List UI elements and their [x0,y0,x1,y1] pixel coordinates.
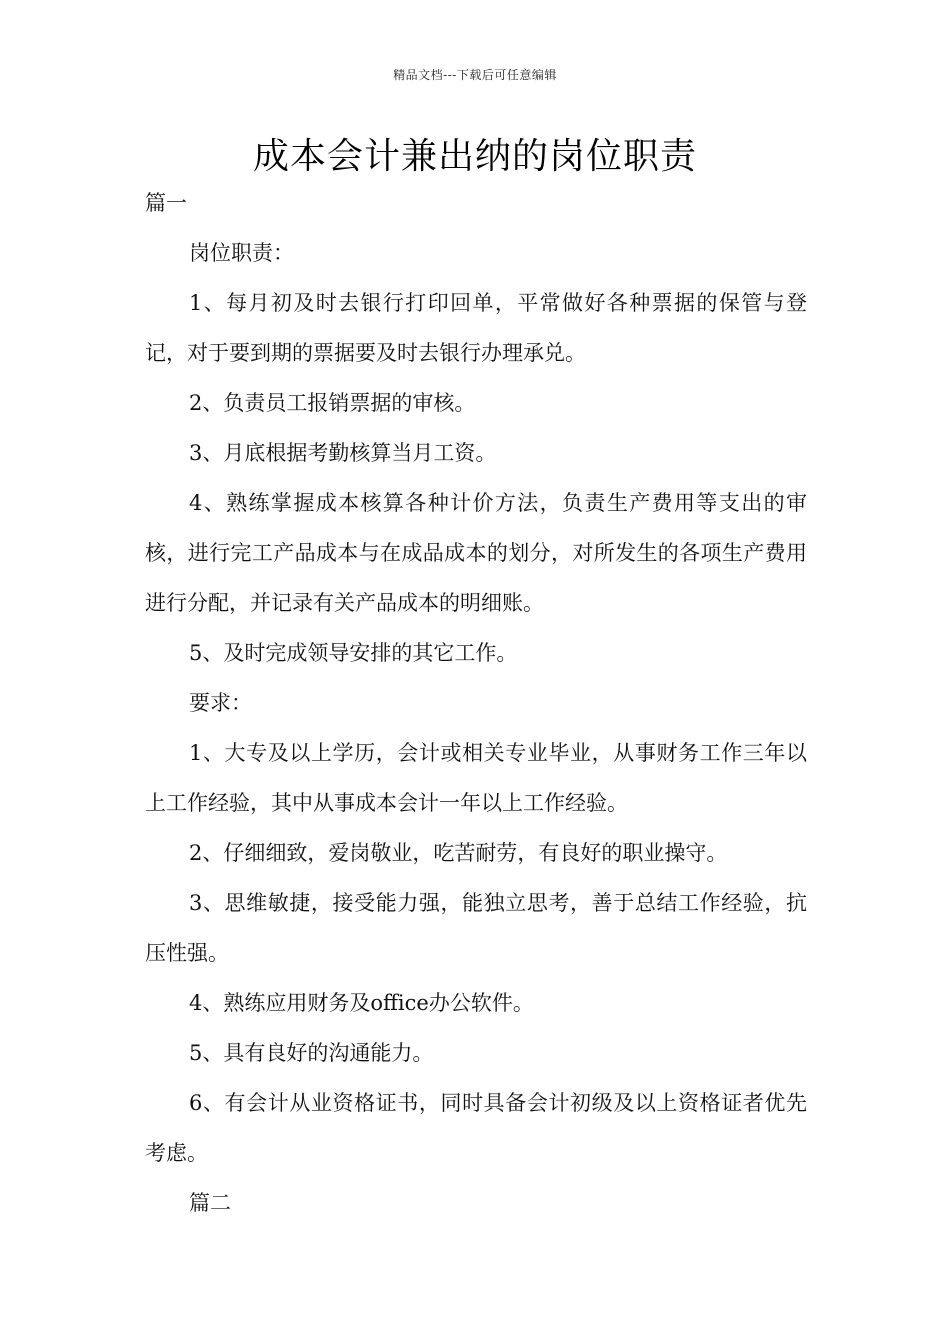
requirement-item-4: 4、熟练应用财务及office办公软件。 [189,991,534,1015]
document-body [145,178,807,1228]
duty-item-5: 5、及时完成领导安排的其它工作。 [189,641,518,665]
duty-item-2: 2、负责员工报销票据的审核。 [189,391,476,415]
subheading-requirements: 要求： [189,691,252,715]
section-label-part-one: 篇一 [145,191,187,215]
duty-item-4: 4、熟练掌握成本核算各种计价方法，负责生产费用等支出的审核，进行完工产品成本与在成品成本的划分，对所发生的各项生产费用进行分配，并记录有关产品成本的明细账。 [145,491,807,615]
requirement-item-1: 1、大专及以上学历，会计或相关专业毕业，从事财务工作三年以上工作经验，其中从事成本会计一年以上工作经验。 [145,741,807,815]
requirement-item-2: 2、仔细细致，爱岗敬业，吃苦耐劳，有良好的职业操守。 [189,841,728,865]
page-header: 精品文档---下载后可任意编辑 [393,68,557,82]
requirement-item-3: 3、思维敏捷，接受能力强，能独立思考，善于总结工作经验，抗压性强。 [145,891,807,965]
duty-item-3: 3、月底根据考勤核算当月工资。 [189,441,497,465]
document-title: 成本会计兼出纳的岗位职责 [252,136,697,177]
section-label-part-two: 篇二 [189,1191,231,1215]
duty-item-1: 1、每月初及时去银行打印回单，平常做好各种票据的保管与登记，对于要到期的票据要及时去银行办理承兑。 [145,291,807,365]
requirement-item-6: 6、有会计从业资格证书，同时具备会计初级及以上资格证者优先考虑。 [145,1091,807,1165]
subheading-duties: 岗位职责： [189,241,294,265]
requirement-item-5: 5、具有良好的沟通能力。 [189,1041,434,1065]
